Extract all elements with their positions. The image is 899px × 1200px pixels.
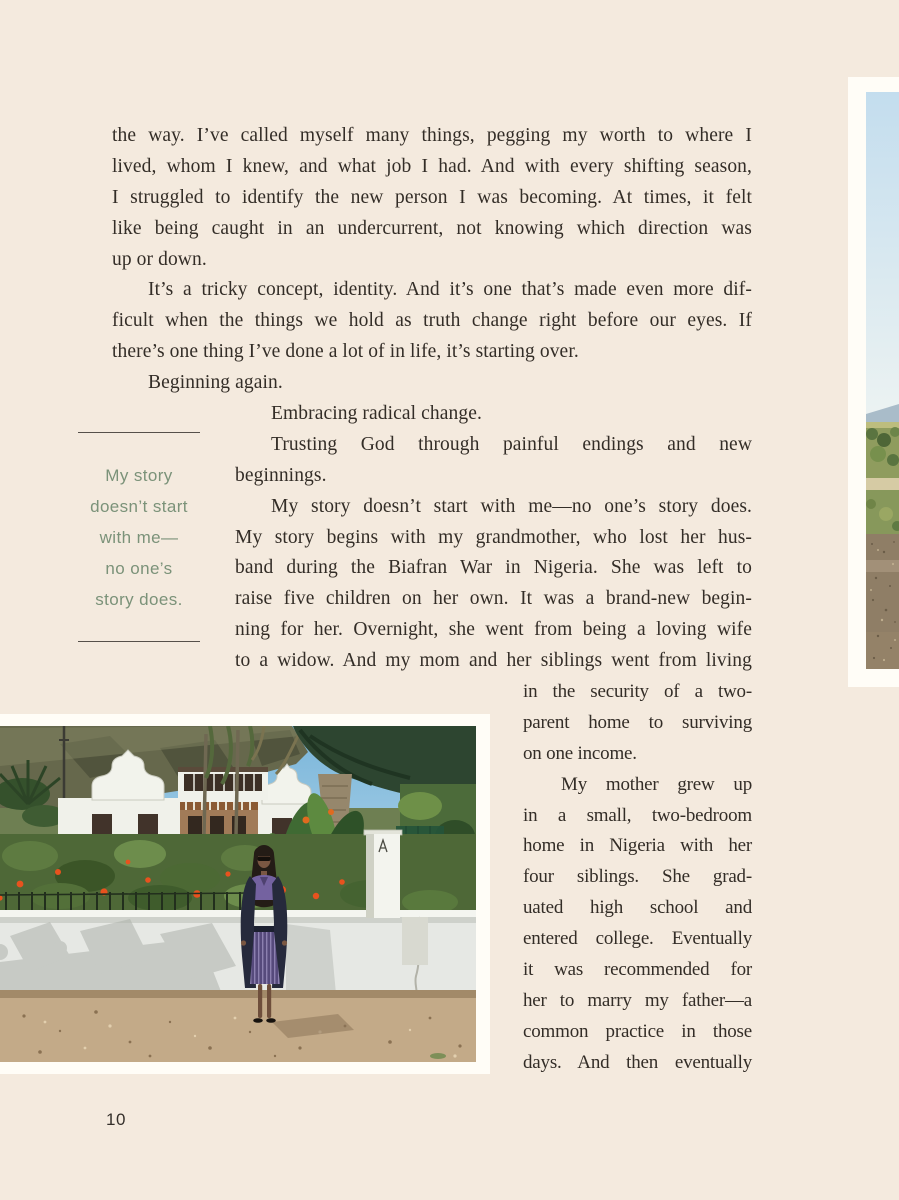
page-number: 10: [106, 1110, 126, 1129]
text-line: band during the Biafran War in Nigeria. She was left to: [235, 557, 752, 579]
body-text-region-bottom: [523, 677, 752, 1079]
text-line: up or down.: [112, 248, 207, 270]
text-line: home in Nigeria with her: [523, 835, 752, 857]
text-line: to a widow. And my mom and her siblings went from living: [235, 650, 752, 672]
text-line: the way. I’ve called myself many things, pegging my worth to where I: [112, 125, 752, 146]
text-line: My mother grew up: [561, 773, 752, 795]
text-line: with me—: [99, 527, 179, 547]
text-line: like being caught in an undercurrent, not knowing which direction was: [112, 217, 752, 239]
text-line: I struggled to identify the new person I was becoming. At times, it felt: [112, 186, 752, 208]
text-line: common practice in those: [523, 1020, 752, 1042]
text-line: It’s a tricky concept, identity. And it’s one that’s made even more dif-: [148, 279, 752, 301]
photo-frame-left: [0, 714, 490, 1074]
text-line: entered college. Eventually: [523, 928, 752, 950]
text-line: beginnings.: [235, 464, 327, 486]
pull-quote: [78, 432, 200, 642]
photo-landscape-sliver: [866, 92, 899, 669]
text-line: story does.: [95, 589, 183, 609]
text-line: in the security of a two-: [523, 681, 752, 702]
text-line: parent home to surviving: [523, 711, 752, 733]
text-line: ning for her. Overnight, she went from being a loving wife: [235, 619, 752, 641]
text-line: four siblings. She grad-: [523, 866, 752, 888]
text-line: on one income.: [523, 742, 637, 764]
text-line: Beginning again.: [148, 372, 283, 394]
text-line: there’s one thing I’ve done a lot of in life, it’s starting over.: [112, 341, 579, 363]
body-text-region-middle: [235, 399, 752, 677]
text-line: no one’s: [105, 558, 173, 578]
photo-woman-white-wall: [0, 726, 476, 1062]
text-line: her to marry my father—a: [523, 989, 752, 1011]
text-line: it was recommended for: [523, 959, 752, 981]
text-line: ficult when the things we hold as truth change right before our eyes. If: [112, 310, 752, 332]
text-line: days. And then eventually: [523, 1051, 752, 1073]
text-line: lived, whom I knew, and what job I had. And with every shifting season,: [112, 155, 752, 177]
text-line: My story: [105, 465, 173, 485]
body-text-region-top: [112, 121, 752, 399]
text-line: raise five children on her own. It was a brand-new begin-: [235, 588, 752, 610]
text-line: Embracing radical change.: [271, 403, 482, 424]
text-line: in a small, two-bedroom: [523, 804, 752, 826]
text-line: doesn’t start: [90, 496, 188, 516]
text-line: Trusting God through painful endings and new: [271, 433, 752, 455]
text-line: uated high school and: [523, 897, 752, 919]
photo-frame-right: [848, 77, 899, 687]
text-line: My story doesn’t start with me—no one’s story does.: [271, 495, 752, 517]
text-line: My story begins with my grandmother, who lost her hus-: [235, 526, 752, 548]
